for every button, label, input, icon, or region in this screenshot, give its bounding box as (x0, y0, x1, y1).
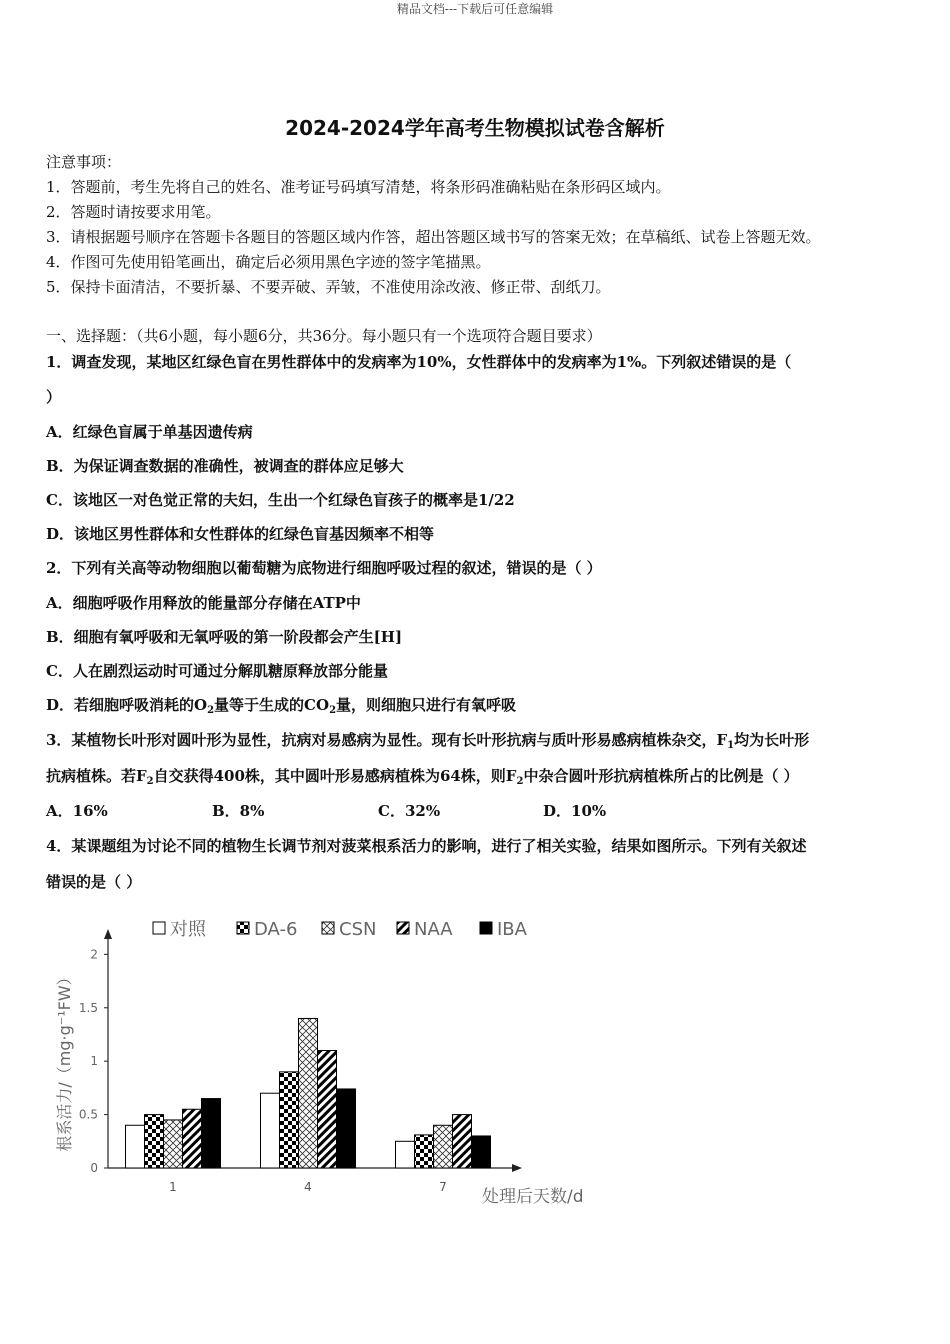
notice-item: 4．作图可先使用铅笔画出，确定后必须用黑色字迹的签字笔描黑。 (46, 253, 491, 271)
notice-item: 3．请根据题号顺序在答题卡各题目的答题区域内作答，超出答题区域书写的答案无效；在草稿纸、试卷上答题无效。 (46, 228, 821, 246)
q4-stem-line2: 错误的是（ ） (46, 873, 142, 891)
x-axis-arrow (512, 1164, 522, 1172)
y-axis-label: 根系活力/（mg·g⁻¹FW） (55, 969, 74, 1152)
page-header: 精品文档---下载后可任意编辑 (396, 2, 554, 16)
q3-stem-line2: 抗病植株。若$F_2$自交获得400株，其中圆叶形易感病植株为64株，则$F_2$中杂合圆叶形抗病植株所占的比例是（ ） (46, 767, 799, 787)
legend-label: 对照 (170, 919, 206, 940)
bar (202, 1099, 221, 1168)
legend-swatch (153, 922, 165, 934)
q1-stem: 1．调查发现，某地区红绿色盲在男性群体中的发病率为10%，女性群体中的发病率为1%。下列叙述错误的是（ (46, 353, 792, 371)
q2-option-b: B．细胞有氧呼吸和无氧呼吸的第一阶段都会产生[H] (46, 628, 403, 646)
q2-stem: 2．下列有关高等动物细胞以葡萄糖为底物进行细胞呼吸过程的叙述，错误的是（ ） (46, 559, 602, 577)
legend-label: NAA (414, 919, 453, 940)
bar (434, 1125, 453, 1168)
y-tick-label: 1.5 (78, 1000, 98, 1015)
q1-option-d: D．该地区男性群体和女性群体的红绿色盲基因频率不相等 (46, 525, 435, 543)
bar (337, 1089, 356, 1168)
bar (280, 1072, 299, 1168)
root-activity-chart (40, 905, 640, 1225)
section-title: 一、选择题：（共6小题，每小题6分，共36分。每小题只有一个选项符合题目要求） (46, 327, 602, 345)
bar (415, 1135, 434, 1168)
q2-option-a: A．细胞呼吸作用释放的能量部分存储在ATP中 (46, 594, 361, 612)
y-tick-label: 1 (90, 1054, 98, 1069)
q3-option-c: C．32% (378, 802, 441, 820)
q3-option-b: B．8% (212, 802, 265, 820)
legend-swatch (480, 922, 492, 934)
notice-heading: 注意事项： (46, 153, 122, 171)
bar (453, 1115, 472, 1168)
y-tick-label: 0 (90, 1161, 98, 1175)
legend-swatch (237, 922, 249, 934)
bar (318, 1051, 337, 1169)
y-tick-label: 0.5 (78, 1107, 98, 1122)
q1-option-a: A．红绿色盲属于单基因遗传病 (46, 423, 253, 441)
notice-item: 2．答题时请按要求用笔。 (46, 203, 221, 221)
x-axis-label: 处理后天数/d (482, 1187, 584, 1207)
bar (164, 1120, 183, 1168)
legend-swatch (322, 922, 334, 934)
x-tick-label: 1 (169, 1180, 177, 1194)
bar (261, 1093, 280, 1168)
y-axis-arrow (104, 929, 112, 939)
q1-option-b: B．为保证调查数据的准确性，被调查的群体应足够大 (46, 457, 404, 475)
x-tick-label: 7 (439, 1180, 447, 1194)
notice-item: 1．答题前，考生先将自己的姓名、准考证号码填写清楚，将条形码准确粘贴在条形码区域内。 (46, 178, 671, 196)
x-tick-label: 4 (304, 1180, 312, 1194)
q2-option-c: C．人在剧烈运动时可通过分解肌糖原释放部分能量 (46, 662, 388, 680)
q2-option-d: D．若细胞呼吸消耗的$O_2$量等于生成的$CO_2$量，则细胞只进行有氧呼吸 (46, 696, 517, 716)
q3-stem-line1: 3．某植物长叶形对圆叶形为显性，抗病对易感病为显性。现有长叶形抗病与质叶形易感病植株杂交，$F_1$均为长叶形 (46, 731, 810, 751)
q1-stem-close: ） (46, 388, 62, 406)
bar (183, 1109, 202, 1168)
bar (396, 1141, 415, 1168)
q1-option-c: C．该地区一对色觉正常的夫妇，生出一个红绿色盲孩子的概率是1/22 (46, 491, 515, 509)
q3-option-a: A．16% (46, 802, 108, 820)
bar (299, 1018, 318, 1168)
legend-label: CSN (339, 919, 377, 940)
bar (472, 1136, 491, 1168)
notice-item: 5．保持卡面清洁，不要折暴、不要弄破、弄皱，不准使用涂改液、修正带、刮纸刀。 (46, 278, 611, 296)
legend-label: IBA (497, 919, 527, 940)
legend-label: DA-6 (254, 919, 298, 940)
bar (126, 1125, 145, 1168)
legend-swatch (397, 922, 409, 934)
bar (145, 1115, 164, 1168)
page-title: 2024-2024学年高考生物模拟试卷含解析 (285, 116, 665, 140)
y-tick-label: 2 (90, 947, 98, 962)
q3-option-d: D．10% (543, 802, 607, 820)
q4-stem-line1: 4．某课题组为讨论不同的植物生长调节剂对菠菜根系活力的影响，进行了相关实验，结果如图所示。下列有关叙述 (46, 837, 807, 855)
